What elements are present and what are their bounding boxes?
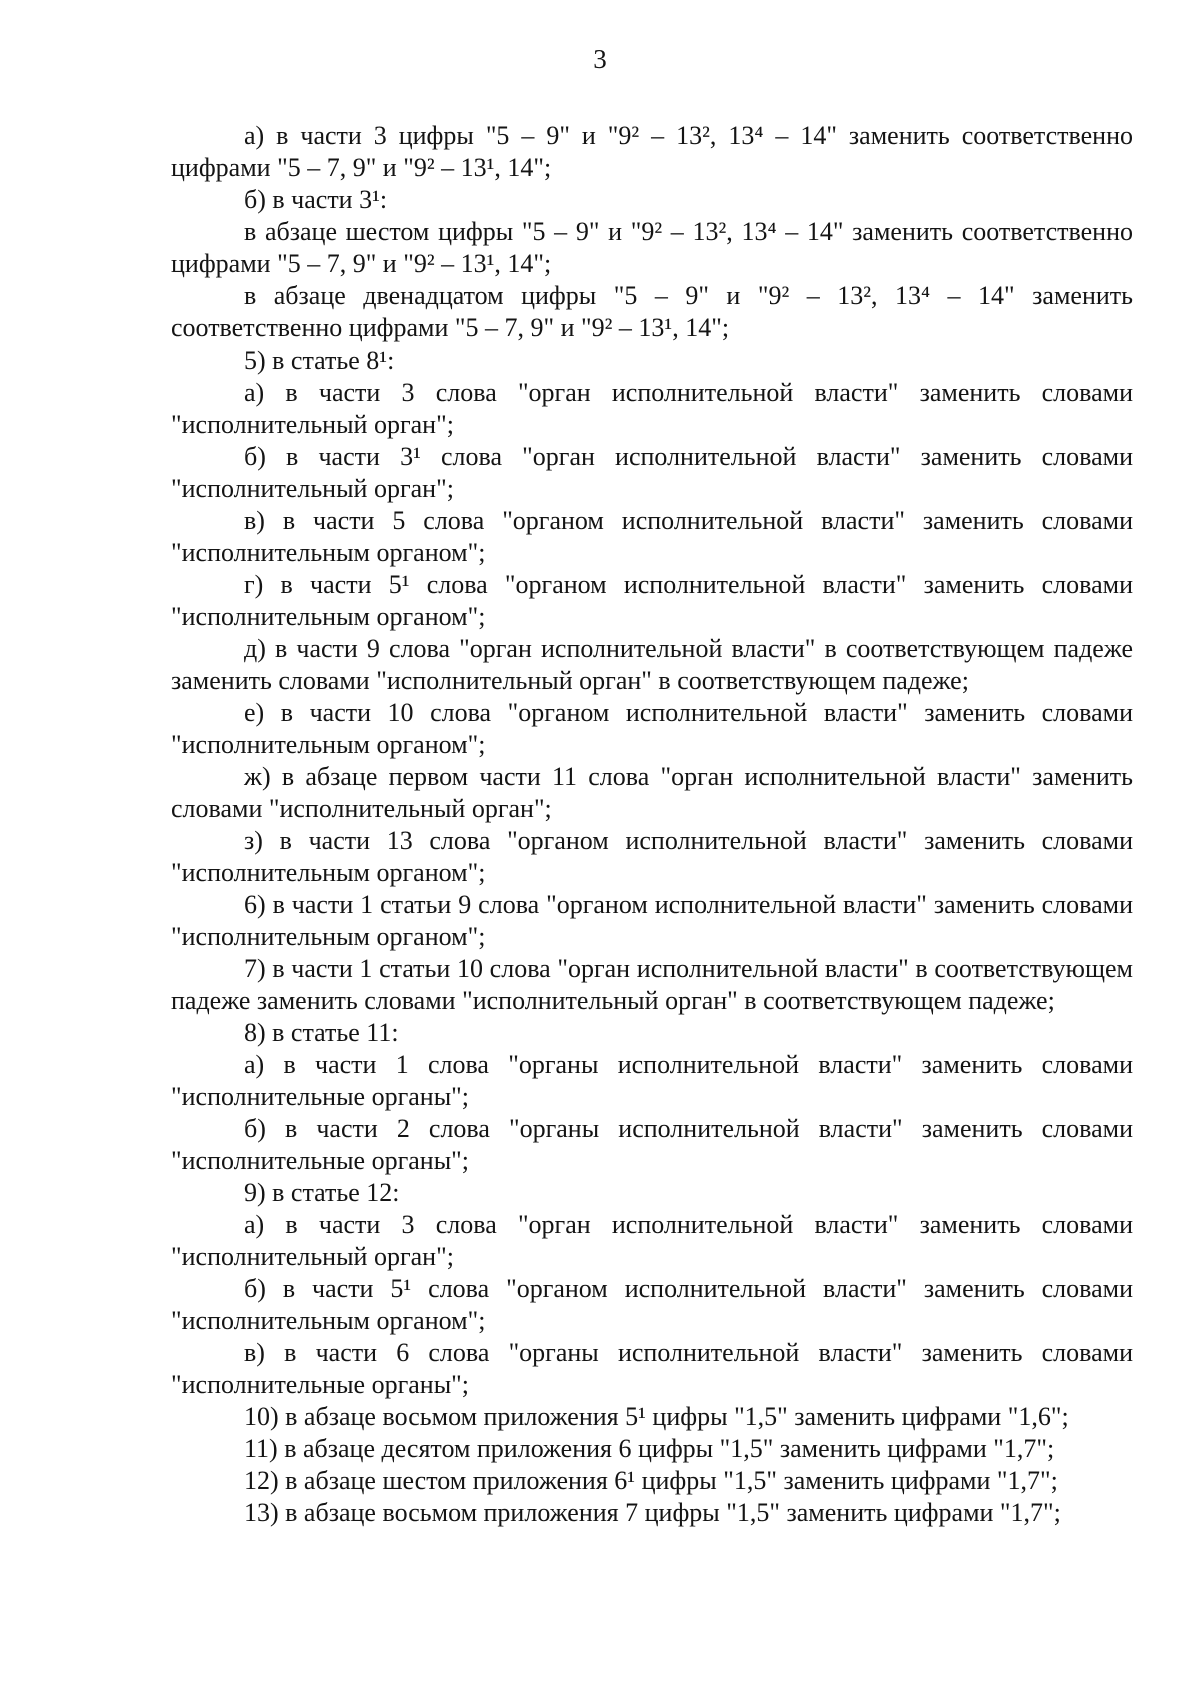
- paragraph: б) в части 2 слова "органы исполнительной власти" заменить словами "исполнительные органы";: [171, 1114, 1133, 1175]
- paragraph: 11) в абзаце десятом приложения 6 цифры "1,5" заменить цифрами "1,7";: [244, 1434, 1055, 1463]
- paragraph: 7) в части 1 статьи 10 слова "орган исполнительной власти" в соответствующем падеже заменить словами "исполнительный орган" в соответствующем падеже;: [171, 954, 1133, 1015]
- paragraph: а) в части 3 цифры "5 – 9" и "9² – 13², 13⁴ – 14" заменить соответственно цифрами "5 – 7, 9" и "9² – 13¹, 14";: [171, 121, 1133, 182]
- paragraph: б) в части 3¹ слова "орган исполнительной власти" заменить словами "исполнительный орган";: [171, 442, 1133, 503]
- paragraph: 13) в абзаце восьмом приложения 7 цифры "1,5" заменить цифрами "1,7";: [244, 1498, 1061, 1527]
- paragraph: 10) в абзаце восьмом приложения 5¹ цифры "1,5" заменить цифрами "1,6";: [244, 1402, 1069, 1431]
- paragraph: 5) в статье 8¹:: [244, 346, 395, 375]
- paragraph: 9) в статье 12:: [244, 1178, 400, 1207]
- paragraph: в абзаце шестом цифры "5 – 9" и "9² – 13², 13⁴ – 14" заменить соответственно цифрами "5 – 7, 9" и "9² – 13¹, 14";: [171, 217, 1133, 278]
- paragraph: в абзаце двенадцатом цифры "5 – 9" и "9² – 13², 13⁴ – 14" заменить соответственно цифрами "5 – 7, 9" и "9² – 13¹, 14";: [171, 281, 1133, 342]
- paragraph: в) в части 6 слова "органы исполнительной власти" заменить словами "исполнительные органы";: [171, 1338, 1133, 1399]
- paragraph: а) в части 3 слова "орган исполнительной власти" заменить словами "исполнительный орган";: [171, 1210, 1133, 1271]
- paragraph: б) в части 5¹ слова "органом исполнительной власти" заменить словами "исполнительным органом";: [171, 1274, 1133, 1335]
- paragraph: 6) в части 1 статьи 9 слова "органом исполнительной власти" заменить словами "исполнительным органом";: [171, 890, 1133, 951]
- paragraph: б) в части 3¹:: [244, 185, 388, 214]
- paragraph: в) в части 5 слова "органом исполнительной власти" заменить словами "исполнительным органом";: [171, 506, 1133, 567]
- paragraph: 12) в абзаце шестом приложения 6¹ цифры "1,5" заменить цифрами "1,7";: [244, 1466, 1058, 1495]
- paragraph: а) в части 3 слова "орган исполнительной власти" заменить словами "исполнительный орган";: [171, 378, 1133, 439]
- paragraph: а) в части 1 слова "органы исполнительной власти" заменить словами "исполнительные органы";: [171, 1050, 1133, 1111]
- document-body: [171, 120, 1133, 1529]
- paragraph: е) в части 10 слова "органом исполнительной власти" заменить словами "исполнительным органом";: [171, 698, 1133, 759]
- paragraph: г) в части 5¹ слова "органом исполнительной власти" заменить словами "исполнительным органом";: [171, 570, 1133, 631]
- paragraph: ж) в абзаце первом части 11 слова "орган исполнительной власти" заменить словами "исполнительный орган";: [171, 762, 1133, 823]
- paragraph: 8) в статье 11:: [244, 1018, 399, 1047]
- page-number: 3: [593, 44, 607, 74]
- paragraph: з) в части 13 слова "органом исполнительной власти" заменить словами "исполнительным органом";: [171, 826, 1133, 887]
- paragraph: д) в части 9 слова "орган исполнительной власти" в соответствующем падеже заменить словами "исполнительный орган" в соответствующем падеже;: [171, 634, 1133, 695]
